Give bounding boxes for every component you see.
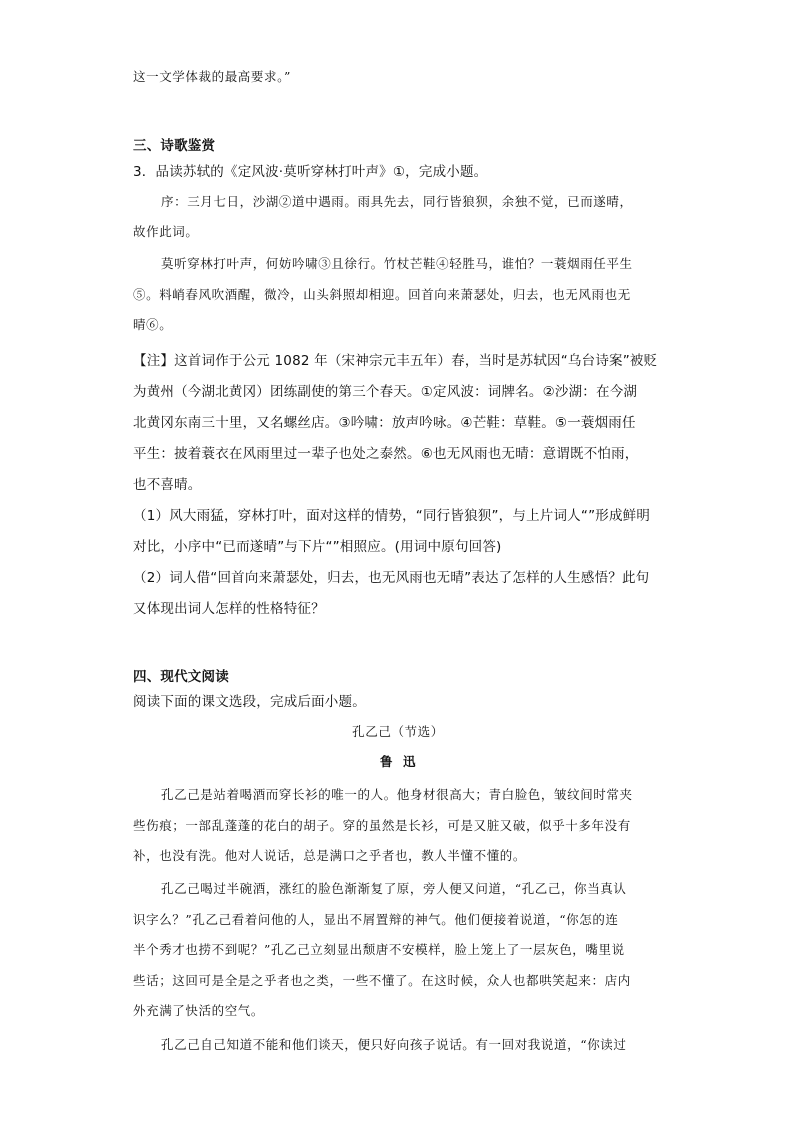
- passage-line: 半个秀才也捞不到呢？”孔乙己立刻显出颓唐不安模样，脸上笼上了一层灰色，嘴里说: [133, 942, 625, 957]
- poem-preface-line: 序：三月七日，沙湖②道中遇雨。雨具先去，同行皆狼狈，余独不觉，已而遂晴，: [161, 194, 633, 209]
- question-3-prompt: 3．品读苏轼的《定风波·莫听穿林打叶声》①，完成小题。: [133, 164, 488, 180]
- passage-line: 孔乙己喝过半碗酒，涨红的脸色渐渐复了原，旁人便又问道，“孔乙己，你当真认: [161, 881, 627, 896]
- poem-line: ⑤。料峭春风吹酒醒，微冷，山头斜照却相迎。回首向来萧瑟处，归去，也无风雨也无: [133, 287, 631, 302]
- passage-line: 识字么？”孔乙己看着问他的人，显出不屑置辩的神气。他们便接着说道，“你怎的连: [133, 912, 619, 927]
- annotation-line: 北黄冈东南三十里，又名螺丝店。③吟啸：放声吟咏。④芒鞋：草鞋。⑤一蓑烟雨任: [133, 415, 636, 431]
- carryover-text: 这一文学体裁的最高要求。”: [133, 69, 291, 84]
- annotation-line: 【注】这首词作于公元 1082 年（宋神宗元丰五年）春，当时是苏轼因“乌台诗案”被贬: [133, 353, 658, 369]
- passage-line: 孔乙己是站着喝酒而穿长衫的唯一的人。他身材很高大；青白脸色，皱纹间时常夹: [161, 787, 633, 802]
- passage-line: 些伤痕；一部乱蓬蓬的花白的胡子。穿的虽然是长衫，可是又脏又破，似乎十多年没有: [133, 818, 631, 833]
- sub-question-2: 又体现出词人怎样的性格特征？: [133, 601, 325, 617]
- annotation-line: 也不喜晴。: [133, 477, 202, 493]
- sub-question-2: （2）词人借“回首向来萧瑟处，归去，也无风雨也无晴”表达了怎样的人生感悟？此句: [133, 570, 650, 586]
- annotation-line: 为黄州（今湖北黄冈）团练副使的第三个春天。①定风波：词牌名。②沙湖：在今湖: [133, 384, 638, 400]
- poem-preface-line: 故作此词。: [133, 224, 199, 239]
- passage-line: 补，也没有洗。他对人说话，总是满口之乎者也，教人半懂不懂的。: [133, 848, 527, 863]
- reading-instructions: 阅读下面的课文选段，完成后面小题。: [133, 694, 366, 710]
- passage-author: 鲁 迅: [379, 754, 417, 769]
- passage-line: 些话；这回可是全是之乎者也之类，一些不懂了。在这时候，众人也都哄笑起来：店内: [133, 973, 631, 988]
- annotation-line: 平生：披着蓑衣在风雨里过一辈子也处之泰然。⑥也无风雨也无晴：意谓既不怕雨，: [133, 446, 639, 462]
- section-heading-poetry: 三、诗歌鉴赏: [133, 138, 216, 154]
- poem-line: 晴⑥。: [133, 317, 173, 332]
- passage-title: 孔乙己（节选）: [352, 724, 444, 739]
- sub-question-1: 对比，小序中“已而遂晴”与下片“”相照应。(用词中原句回答): [133, 539, 502, 555]
- passage-line: 孔乙己自己知道不能和他们谈天，便只好向孩子说话。有一回对我说道，“你读过: [161, 1037, 627, 1052]
- sub-question-1: （1）风大雨猛，穿林打叶，面对这样的情势，“同行皆狼狈”，与上片词人“”形成鲜明: [133, 508, 651, 524]
- section-heading-modern-reading: 四、现代文阅读: [133, 669, 229, 685]
- passage-line: 外充满了快活的空气。: [133, 1003, 265, 1018]
- poem-line: 莫听穿林打叶声，何妨吟啸③且徐行。竹杖芒鞋④轻胜马，谁怕？一蓑烟雨任平生: [161, 256, 633, 271]
